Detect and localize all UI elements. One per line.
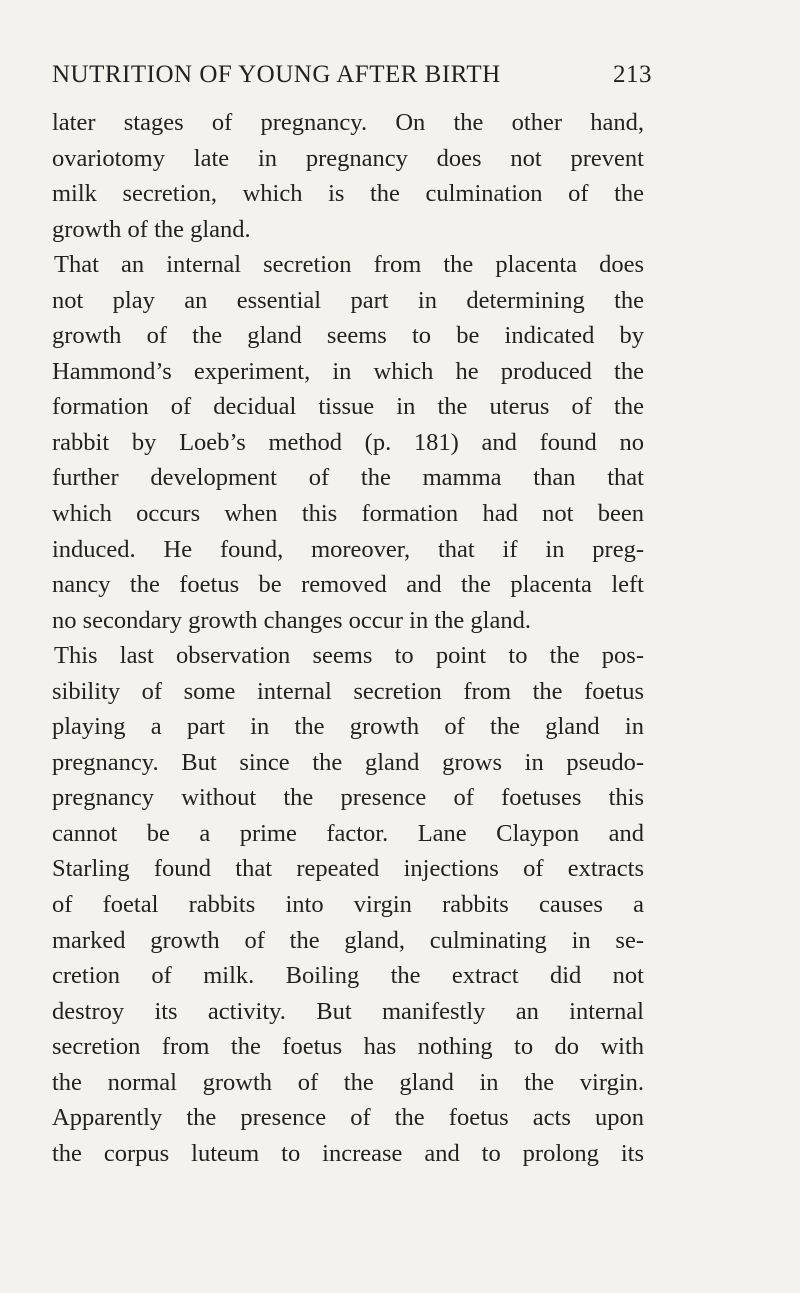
text-line: marked growth of the gland, culminating in se-	[52, 926, 644, 954]
text-line: cretion of milk. Boiling the extract did not	[52, 962, 644, 990]
text-line: This last observation seems to point to the pos-	[54, 642, 644, 670]
text-line: Hammond’s experiment, in which he produced the	[52, 357, 644, 385]
text-line: Apparently the presence of the foetus acts upon	[52, 1104, 644, 1132]
text-line: sibility of some internal secretion from the foetus	[52, 677, 644, 705]
text-line: induced. He found, moreover, that if in preg-	[52, 535, 644, 563]
text-line: of foetal rabbits into virgin rabbits causes a	[52, 891, 644, 919]
text-line: no secondary growth changes occur in the gland.	[52, 606, 531, 634]
body-text	[52, 105, 644, 1171]
text-line: milk secretion, which is the culmination of the	[52, 180, 644, 208]
running-head	[52, 60, 652, 90]
text-line: Starling found that repeated injections of extracts	[52, 855, 644, 883]
text-line: which occurs when this formation had not been	[52, 500, 644, 528]
text-line: further development of the mamma than that	[52, 464, 644, 492]
text-line: destroy its activity. But manifestly an internal	[52, 997, 644, 1025]
text-line: ovariotomy late in pregnancy does not prevent	[52, 144, 644, 172]
text-line: secretion from the foetus has nothing to do with	[52, 1033, 644, 1061]
text-line: the normal growth of the gland in the virgin.	[52, 1068, 644, 1096]
text-line: growth of the gland seems to be indicated by	[52, 322, 644, 350]
running-head-title: NUTRITION OF YOUNG AFTER BIRTH	[52, 61, 501, 88]
text-line: pregnancy without the presence of foetuses this	[52, 784, 644, 812]
page-number: 213	[613, 61, 652, 88]
text-line: pregnancy. But since the gland grows in pseudo-	[52, 748, 644, 776]
text-line: the corpus luteum to increase and to prolong its	[52, 1139, 644, 1167]
text-line: formation of decidual tissue in the uterus of the	[52, 393, 644, 421]
text-line: growth of the gland.	[52, 215, 251, 243]
text-line: nancy the foetus be removed and the placenta left	[52, 571, 644, 599]
text-line: not play an essential part in determining the	[52, 286, 644, 314]
text-line: playing a part in the growth of the gland in	[52, 713, 644, 741]
text-line: That an internal secretion from the placenta does	[54, 251, 644, 279]
text-line: rabbit by Loeb’s method (p. 181) and found no	[52, 428, 644, 456]
text-line: cannot be a prime factor. Lane Claypon and	[52, 819, 644, 847]
text-line: later stages of pregnancy. On the other hand,	[52, 109, 644, 136]
